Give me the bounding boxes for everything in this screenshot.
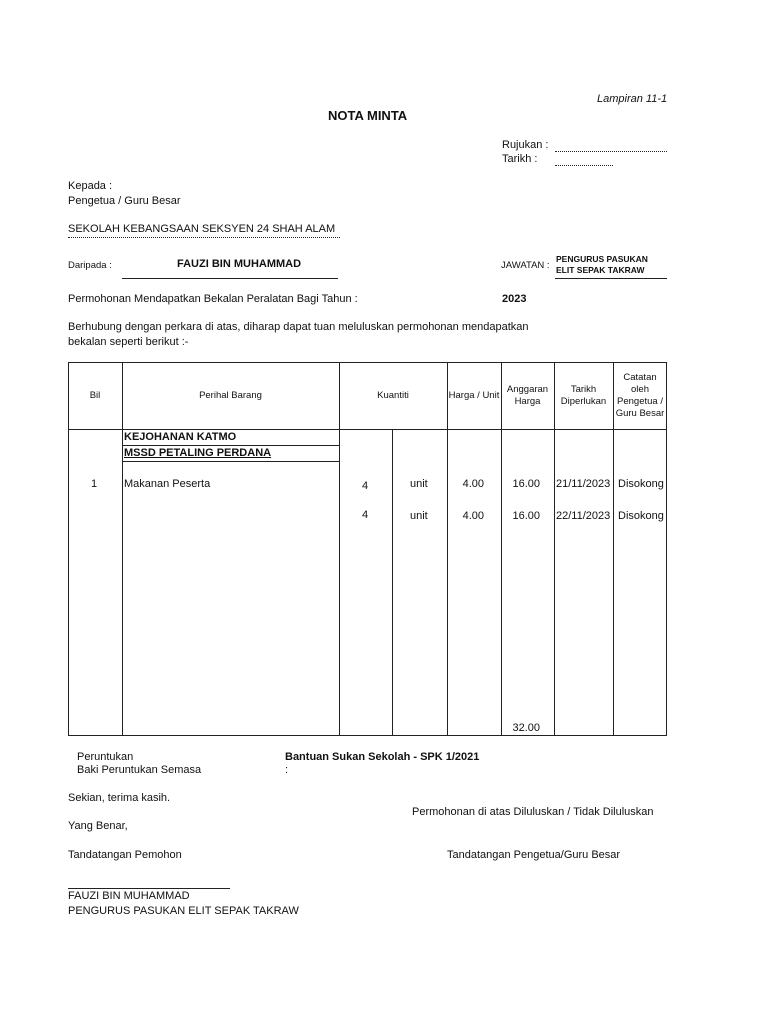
jawatan-line1: PENGURUS PASUKAN (556, 254, 648, 264)
tarikh-field[interactable] (555, 157, 613, 166)
baki-value: : (285, 764, 289, 776)
event-line1: KEJOHANAN KATMO (124, 431, 237, 443)
header-kuantiti: Kuantiti (377, 389, 409, 401)
event-line-separator (122, 445, 339, 446)
row-bil: 1 (91, 478, 98, 490)
header-anggaran-2: Harga (514, 395, 541, 407)
row-catatan: Disokong (618, 478, 664, 490)
row-anggaran: 16.00 (512, 510, 540, 522)
header-anggaran-1: Anggaran (506, 383, 549, 395)
signature-line (68, 880, 230, 889)
row-anggaran: 16.00 (512, 478, 540, 490)
jawatan-label: JAWATAN : (501, 260, 550, 271)
peruntukan-label: Peruntukan (77, 751, 134, 763)
rujukan-label: Rujukan : (502, 139, 549, 151)
school-name: SEKOLAH KEBANGSAAN SEKSYEN 24 SHAH ALAM (68, 223, 336, 235)
signer-name: FAUZI BIN MUHAMMAD (68, 890, 190, 902)
daripada-label: Daripada : (68, 260, 112, 271)
kepada-value: Pengetua / Guru Besar (68, 195, 181, 207)
row-qty: 4 (362, 480, 369, 492)
rujukan-field[interactable] (555, 143, 667, 152)
page-title: NOTA MINTA (328, 108, 408, 123)
header-catatan-3: Pengetua / (617, 395, 663, 407)
row-unit: unit (410, 510, 428, 522)
header-tarikh-1: Tarikh (570, 383, 597, 395)
intro-line2: bekalan seperti berikut :- (68, 336, 189, 348)
baki-label: Baki Peruntukan Semasa (77, 764, 202, 776)
header-tarikh-2: Diperlukan (560, 395, 607, 407)
yang-benar: Yang Benar, (68, 820, 128, 832)
col-line (392, 429, 393, 736)
header-catatan (613, 362, 667, 429)
approval-text: Permohonan di atas Diluluskan / Tidak Diluluskan (412, 806, 654, 818)
table-total: 32.00 (512, 722, 540, 734)
tarikh-label: Tarikh : (502, 153, 538, 165)
row-catatan: Disokong (618, 510, 664, 522)
signer-title: PENGURUS PASUKAN ELIT SEPAK TAKRAW (68, 905, 299, 917)
sign-principal-label: Tandatangan Pengetua/Guru Besar (447, 849, 621, 861)
sender-name: FAUZI BIN MUHAMMAD (177, 258, 302, 270)
event-line-bottom (122, 461, 339, 462)
row-tarikh: 22/11/2023 (556, 510, 611, 522)
header-tarikh (554, 362, 613, 429)
header-catatan-1: Catatan (623, 371, 657, 383)
sender-underline (122, 270, 338, 279)
header-catatan-2: oleh (631, 383, 649, 395)
request-label: Permohonan Mendapatkan Bekalan Peralatan Bagi Tahun : (68, 293, 358, 305)
header-bil: Bil (89, 389, 101, 401)
row-qty: 4 (362, 509, 369, 521)
kepada-label: Kepada : (68, 180, 113, 192)
lampiran-label: Lampiran 11-1 (597, 93, 668, 105)
row-perihal: Makanan Peserta (124, 478, 211, 490)
header-perihal: Perihal Barang (199, 389, 262, 401)
row-tarikh: 21/11/2023 (556, 478, 611, 490)
row-harga: 4.00 (462, 510, 484, 522)
row-unit: unit (410, 478, 428, 490)
header-anggaran (501, 362, 554, 429)
row-harga: 4.00 (462, 478, 484, 490)
jawatan-underline (555, 270, 667, 279)
thanks-text: Sekian, terima kasih. (68, 792, 171, 804)
sign-applicant-label: Tandatangan Pemohon (68, 849, 182, 861)
event-line2: MSSD PETALING PERDANA (124, 447, 272, 459)
peruntukan-value: Bantuan Sukan Sekolah - SPK 1/2021 (285, 751, 480, 763)
header-catatan-4: Guru Besar (615, 407, 665, 419)
school-underline (68, 229, 340, 238)
intro-line1: Berhubung dengan perkara di atas, diharap dapat tuan meluluskan permohonan mendapatkan (68, 321, 529, 333)
request-year: 2023 (502, 293, 527, 305)
header-harga: Harga / Unit (448, 389, 500, 401)
header-row-line (68, 429, 667, 430)
jawatan-line2: ELIT SEPAK TAKRAW (556, 265, 645, 275)
